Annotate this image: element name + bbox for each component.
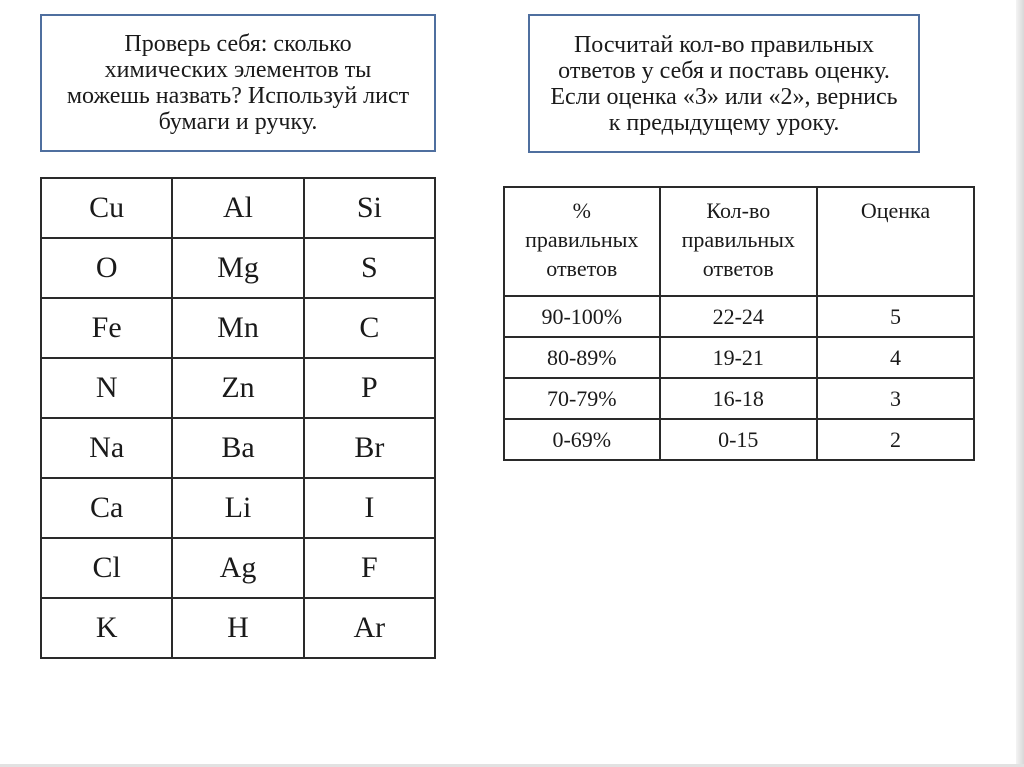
element-cell: Ba <box>172 418 303 478</box>
percent-cell: 90-100% <box>504 296 660 337</box>
instruction-line: ответов у себя и поставь оценку. <box>558 57 890 84</box>
element-cell: I <box>304 478 435 538</box>
slide-edge-shadow <box>1016 0 1024 767</box>
header-percent-correct: % правильных ответов <box>504 187 660 296</box>
grading-instruction-box <box>528 14 920 153</box>
instruction-line: можешь назвать? Используй лист <box>66 83 410 109</box>
chemical-elements-table <box>40 177 436 659</box>
table-row <box>41 538 435 598</box>
grading-instruction-text <box>550 32 897 136</box>
element-cell: N <box>41 358 172 418</box>
instruction-line: Проверь себя: сколько <box>124 31 352 57</box>
element-cell: Al <box>172 178 303 238</box>
grading-table <box>503 186 975 461</box>
element-cell: Na <box>41 418 172 478</box>
instruction-line: химических элементов ты <box>104 57 372 83</box>
percent-cell: 80-89% <box>504 337 660 378</box>
table-row <box>41 418 435 478</box>
self-check-instruction-text <box>67 31 409 135</box>
element-cell: Mn <box>172 298 303 358</box>
instruction-line: Посчитай кол-во правильных <box>573 31 875 58</box>
table-row <box>504 419 974 460</box>
grade-cell: 4 <box>817 337 974 378</box>
element-cell: H <box>172 598 303 658</box>
count-cell: 19-21 <box>660 337 818 378</box>
table-row <box>504 296 974 337</box>
header-correct-count: Кол-во правильных ответов <box>660 187 818 296</box>
element-cell: F <box>304 538 435 598</box>
count-cell: 22-24 <box>660 296 818 337</box>
element-cell: Ca <box>41 478 172 538</box>
element-cell: Ar <box>304 598 435 658</box>
grade-cell: 3 <box>817 378 974 419</box>
instruction-line: бумаги и ручку. <box>158 109 318 135</box>
count-cell: 16-18 <box>660 378 818 419</box>
element-cell: Fe <box>41 298 172 358</box>
grade-cell: 2 <box>817 419 974 460</box>
instruction-line: Если оценка «3» или «2», вернись <box>550 83 898 110</box>
table-row <box>41 298 435 358</box>
element-cell: Mg <box>172 238 303 298</box>
instruction-line: к предыдущему уроку. <box>608 109 840 136</box>
percent-cell: 70-79% <box>504 378 660 419</box>
element-cell: Li <box>172 478 303 538</box>
percent-cell: 0-69% <box>504 419 660 460</box>
element-cell: Cl <box>41 538 172 598</box>
table-row <box>41 478 435 538</box>
element-cell: Br <box>304 418 435 478</box>
element-cell: Ag <box>172 538 303 598</box>
header-grade: Оценка <box>817 187 974 296</box>
table-row <box>504 378 974 419</box>
element-cell: O <box>41 238 172 298</box>
table-row <box>41 178 435 238</box>
self-check-instruction-box <box>40 14 436 152</box>
element-cell: P <box>304 358 435 418</box>
element-cell: S <box>304 238 435 298</box>
element-cell: Zn <box>172 358 303 418</box>
element-cell: K <box>41 598 172 658</box>
table-row <box>504 337 974 378</box>
table-row <box>41 598 435 658</box>
table-header-row <box>504 187 974 296</box>
element-cell: Cu <box>41 178 172 238</box>
element-cell: C <box>304 298 435 358</box>
count-cell: 0-15 <box>660 419 818 460</box>
table-row <box>41 238 435 298</box>
table-row <box>41 358 435 418</box>
grade-cell: 5 <box>817 296 974 337</box>
element-cell: Si <box>304 178 435 238</box>
